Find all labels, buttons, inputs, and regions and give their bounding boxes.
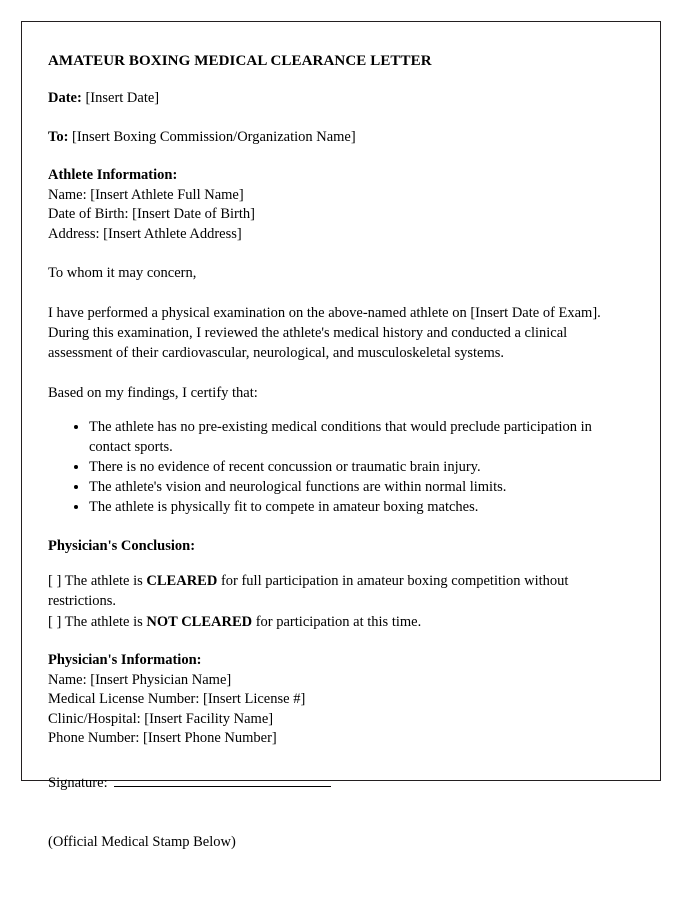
- date-field: [48, 89, 634, 109]
- physician-name-row: Name: [Insert Physician Name]: [48, 671, 232, 688]
- athlete-name-row: Name: [Insert Athlete Full Name]: [48, 186, 244, 203]
- athlete-information-block: [48, 166, 634, 244]
- certify-intro: Based on my findings, I certify that:: [48, 384, 258, 401]
- physician-conclusion-heading: Physician's Conclusion:: [48, 537, 196, 554]
- recipient-field: [48, 128, 634, 148]
- not-cleared-emphasis: NOT CLEARED: [146, 613, 253, 630]
- letter-content: [22, 22, 660, 879]
- cleared-text-before: The athlete is: [64, 573, 143, 590]
- athlete-dob-row: Date of Birth: [Insert Date of Birth]: [48, 206, 255, 223]
- date-value: [Insert Date]: [85, 90, 160, 106]
- date-label: Date:: [48, 90, 82, 106]
- cleared-emphasis: CLEARED: [146, 573, 218, 590]
- not-cleared-option[interactable]: [48, 612, 634, 632]
- athlete-information-heading: Athlete Information:: [48, 167, 178, 184]
- stamp-note: (Official Medical Stamp Below): [48, 833, 236, 850]
- list-item: • There is no evidence of recent concussion or traumatic brain injury.: [89, 457, 634, 477]
- not-cleared-text-before: The athlete is: [64, 613, 143, 630]
- recipient-value: [Insert Boxing Commission/Organization Name]: [72, 128, 356, 145]
- physician-information-block: [48, 651, 634, 749]
- cleared-checkbox[interactable]: [ ]: [48, 573, 62, 590]
- physician-phone-row: Phone Number: [Insert Phone Number]: [48, 730, 277, 747]
- cleared-option[interactable]: [48, 571, 634, 612]
- signature-field: [48, 774, 634, 813]
- not-cleared-text-after: for participation at this time.: [255, 613, 422, 630]
- list-item: • The athlete's vision and neurological functions are within normal limits.: [89, 477, 634, 497]
- physician-conclusion-block: [48, 536, 634, 632]
- physician-license-row: Medical License Number: [Insert License #]: [48, 691, 306, 708]
- not-cleared-checkbox[interactable]: [ ]: [48, 613, 62, 630]
- signature-label: Signature:: [48, 774, 108, 791]
- page-title: AMATEUR BOXING MEDICAL CLEARANCE LETTER: [48, 53, 432, 69]
- letter-page: [21, 21, 661, 850]
- physician-information-heading: Physician's Information:: [48, 652, 202, 669]
- certify-list: [48, 417, 634, 517]
- salutation: To whom it may concern,: [48, 265, 197, 282]
- cleared-text-after: for full participation in amateur boxing competition without restrictions.: [48, 573, 569, 610]
- list-item: • The athlete has no pre-existing medical conditions that would preclude participation in contact sports.: [89, 417, 634, 457]
- examination-paragraph: I have performed a physical examination on the above-named athlete on [Insert Date of Exam]. During this examination, I reviewed the athlete's medical history and conducted a clinical assessment of their cardiovascular, neurological, and musculoskeletal systems.: [48, 304, 601, 362]
- physician-clinic-row: Clinic/Hospital: [Insert Facility Name]: [48, 710, 274, 727]
- athlete-address-row: Address: [Insert Athlete Address]: [48, 225, 242, 242]
- list-item: • The athlete is physically fit to compete in amateur boxing matches.: [89, 497, 634, 517]
- signature-rule[interactable]: [114, 775, 331, 786]
- recipient-label: To:: [48, 128, 69, 145]
